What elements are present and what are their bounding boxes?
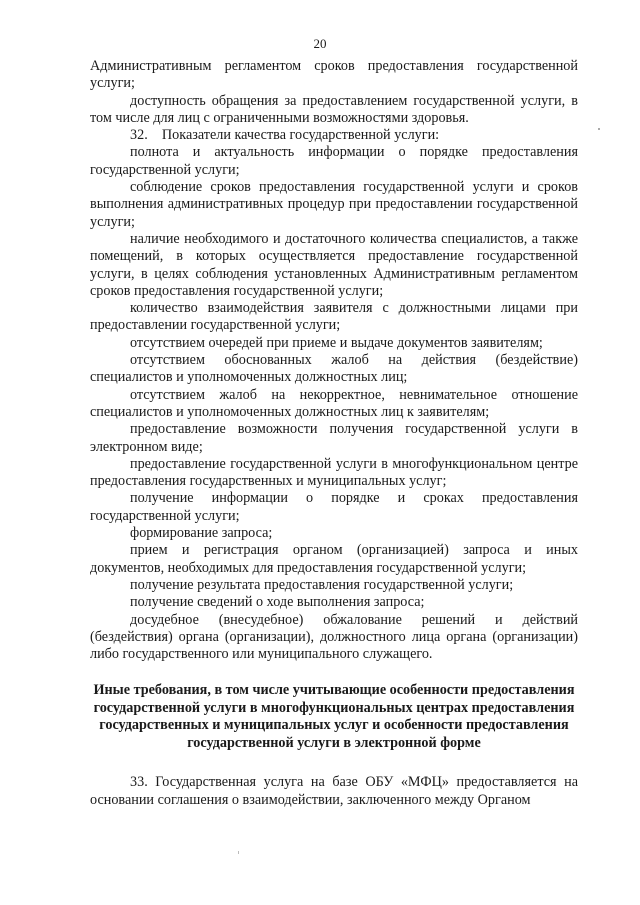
document-body — [90, 58, 578, 809]
paragraph: получение результата предоставления государственной услуги; — [130, 576, 514, 593]
paragraph: полнота и актуальность информации о порядке предоставления государственной услуги; — [90, 144, 578, 178]
paragraph: Административным регламентом сроков предоставления государственной услуги; — [90, 58, 578, 92]
paragraph: 32. Показатели качества государственной услуги: — [130, 127, 440, 144]
paragraph: количество взаимодействия заявителя с должностными лицами при предоставлении государственной услуги; — [90, 300, 578, 334]
paragraph: соблюдение сроков предоставления государственной услуги и сроков выполнения административных процедур при предоставлении государственной услуги; — [90, 179, 578, 230]
paragraph: формирование запроса; — [130, 525, 273, 542]
paragraph-33: 33. Государственная услуга на базе ОБУ «МФЦ» предоставляется на основании соглашения о взаимодействии, заключенного между Органом — [90, 774, 578, 808]
scan-speck — [238, 851, 239, 854]
paragraph: предоставление государственной услуги в многофункциональном центре предоставления государственных и муниципальных услуг; — [90, 455, 578, 490]
paragraph: отсутствием жалоб на некорректное, невнимательное отношение специалистов и уполномоченных должностных лиц к заявителям; — [90, 386, 578, 420]
paragraph: получение сведений о ходе выполнения запроса; — [130, 594, 425, 611]
section-heading: Иные требования, в том числе учитывающие особенности предоставления государственной услуги в многофункциональных центрах предоставления государственных и муниципальных услуг и особенности предоставления государственной услуги в электронной форме — [93, 682, 575, 751]
paragraph: наличие необходимого и достаточного количества специалистов, а также помещений, в которых осуществляется предоставление государственной услуги, в целях соблюдения установленных Административным регламентом сроков предоставления государственной услуги; — [90, 230, 578, 299]
paragraph: отсутствием обоснованных жалоб на действия (бездействие) специалистов и уполномоченных должностных лиц; — [90, 352, 578, 386]
paragraph: досудебное (внесудебное) обжалование решений и действий (бездействия) органа (организации), должностного лица органа (организации) либо государственного или муниципального служащего. — [90, 611, 578, 663]
paragraph: отсутствием очередей при приеме и выдаче документов заявителям; — [130, 334, 543, 351]
paragraph: получение информации о порядке и сроках предоставления государственной услуги; — [90, 490, 578, 524]
paragraph: прием и регистрация органом (организацией) запроса и иных документов, необходимых для предоставления государственной услуги; — [90, 542, 578, 576]
paragraph: доступность обращения за предоставлением государственной услуги, в том числе для лиц с ограниченными возможностями здоровья. — [90, 92, 578, 126]
page-number: 20 — [313, 36, 327, 51]
scan-speck — [598, 128, 600, 130]
paragraph: предоставление возможности получения государственной услуги в электронном виде; — [90, 421, 578, 455]
